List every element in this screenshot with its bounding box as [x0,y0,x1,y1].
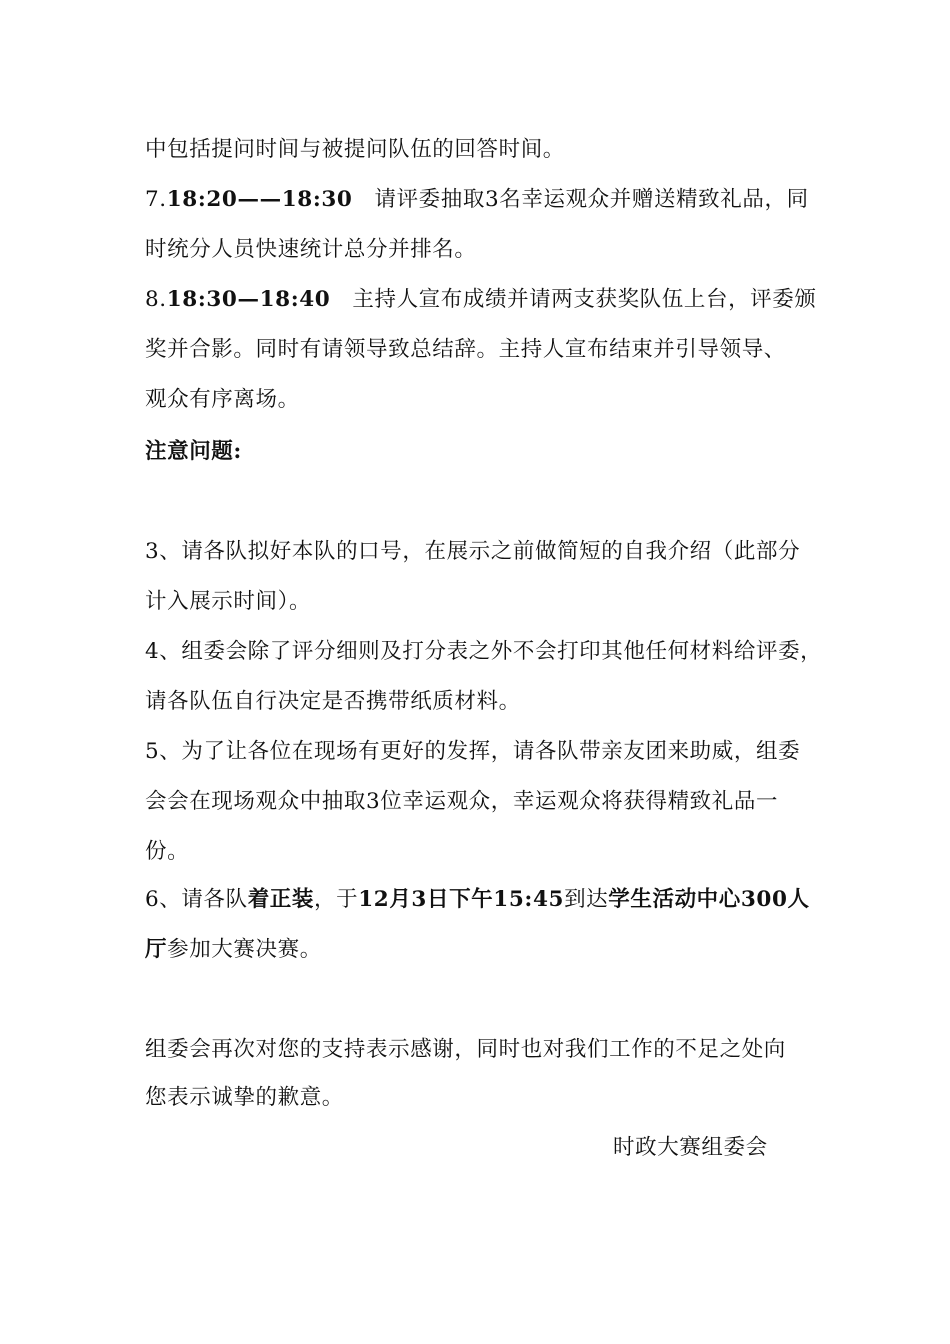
closing-line1 [145,1035,786,1065]
time-range: 18:30—18:40 [166,287,331,312]
text: 会会在现场观众中抽取3位幸运观众，幸运观众将获得精致礼品一 [145,789,779,814]
text: 主持人宣布成绩并请两支获奖队伍上台，评委颁 [352,287,817,312]
text: 请评委抽取3名幸运观众并赠送精致礼品，同 [374,187,809,212]
text: 计入展示时间）。 [145,589,312,614]
schedule-item-8-line2 [145,335,786,365]
text: 请各队伍自行决定是否携带纸质材料。 [145,689,521,714]
text: 参加大赛决赛。 [167,937,322,962]
text: 4、组委会除了评分细则及打分表之外不会打印其他任何材料给评委， [145,639,823,664]
item-number: 8. [145,287,167,312]
schedule-item-8-line3 [145,385,300,415]
closing-line2 [145,1083,344,1113]
note-6-line2 [145,935,322,965]
emphasis-venue: 学生活动中心300人 [608,887,810,912]
text: 份。 [145,839,190,864]
text: 奖并合影。同时有请领导致总结辞。主持人宣布结束并引导领导、 [145,337,786,362]
emphasis-datetime: 12月3日下午15:45 [358,887,565,912]
text: 到达 [564,887,609,912]
schedule-item-8-line1 [145,285,816,315]
note-6-line1 [145,885,810,915]
text: ，于 [314,887,359,912]
note-5-line1 [145,737,800,767]
emphasis-attire: 着正装 [247,887,314,912]
signature-text: 时政大赛组委会 [613,1135,768,1160]
text: 时统分人员快速统计总分并排名。 [145,237,477,262]
schedule-item-7-line2 [145,235,477,265]
heading-text: 注意问题: [145,439,242,464]
text: 中包括提问时间与被提问队伍的回答时间。 [145,137,565,162]
emphasis-venue-cont: 厅 [145,937,168,962]
text: 6、请各队 [145,887,248,912]
text: 3、请各队拟好本队的口号，在展示之前做简短的自我介绍（此部分 [145,539,801,564]
note-3-line2 [145,587,311,617]
text: 组委会再次对您的支持表示感谢，同时也对我们工作的不足之处向 [145,1037,786,1062]
note-4-line2 [145,687,521,717]
text: 观众有序离场。 [145,387,300,412]
signature [613,1133,768,1163]
text: 您表示诚挚的歉意。 [145,1085,344,1110]
note-4-line1 [145,637,822,667]
schedule-item-7-line1 [145,185,809,215]
note-3-line1 [145,537,800,567]
text: 5、为了让各位在现场有更好的发挥，请各队带亲友团来助威，组委 [145,739,801,764]
time-range: 18:20——18:30 [166,187,353,212]
notes-heading [145,437,242,467]
item-number: 7. [145,187,167,212]
schedule-intro-continuation [145,135,565,165]
note-5-line3 [145,837,189,867]
note-5-line2 [145,787,778,817]
